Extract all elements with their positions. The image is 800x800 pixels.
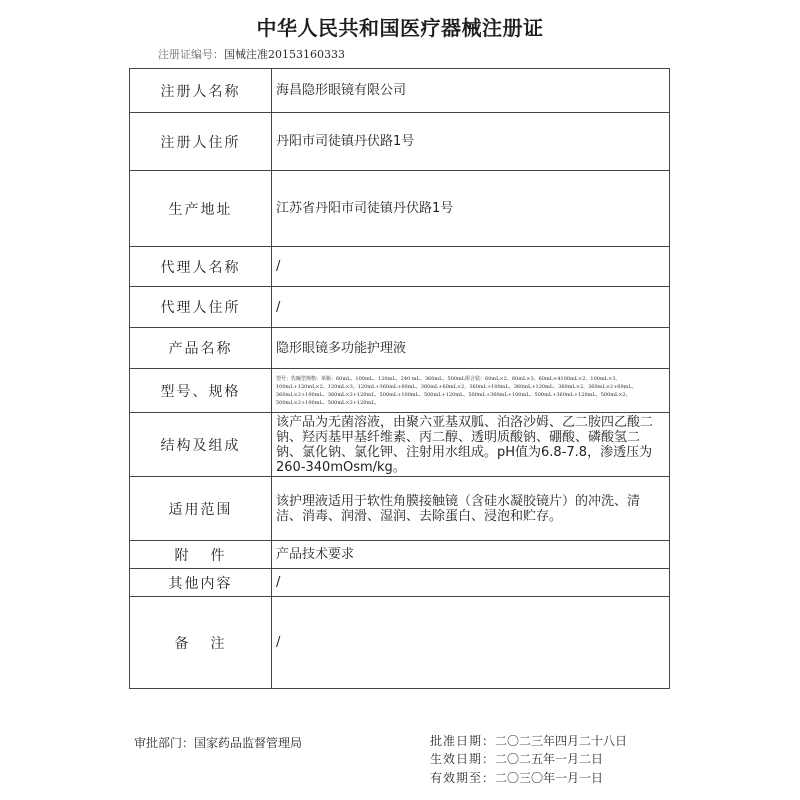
agent-name-value: / [272, 247, 670, 287]
row-registrant-name [130, 69, 670, 113]
registrant-address-label: 注册人住所 [130, 113, 272, 171]
row-agent-name [130, 247, 670, 287]
row-other-content [130, 569, 670, 597]
row-agent-address [130, 287, 670, 328]
approval-department [134, 734, 302, 751]
row-attachment [130, 541, 670, 569]
row-scope [130, 477, 670, 541]
row-remarks [130, 597, 670, 689]
registration-table [129, 68, 670, 689]
production-address-value: 江苏省丹阳市司徒镇丹伏路1号 [272, 171, 670, 247]
certificate-number-label: 注册证编号： [158, 48, 224, 61]
expiry-date-value: 二〇三〇年一月一日 [495, 771, 604, 785]
product-name-value: 隐形眼镜多功能护理液 [272, 328, 670, 369]
registrant-name-value: 海昌隐形眼镜有限公司 [272, 69, 670, 113]
approval-date-label: 批准日期： [430, 734, 496, 748]
attachment-label: 附件 [130, 541, 272, 569]
model-spec-value: 型号：佐瞳型规格：单瓶：60mL、100mL、120mL、240 mL、360mL、500mL组合装：60mL×2、60mL×3、60mL×4100mL×2、100mL×3、100mL+120mL×2、120mL×3、120mL+360mL+60mL、360mL+60mL×2、360mL+100mL、360mL+120mL、360mL×2、360mL×2+60mL、360mL×2+100mL、360mL×2+120mL、500mL+100mL、500mL+120mL、500mL+360mL+100mL、500mL+360mL+120mL、500mL×2、500mL×2+100mL、500mL×2+120mL。 [272, 369, 670, 413]
composition-label: 结构及组成 [130, 413, 272, 477]
effective-date-label: 生效日期： [430, 752, 496, 766]
agent-address-value: / [272, 287, 670, 328]
remarks-label: 备注 [130, 597, 272, 689]
product-name-label: 产品名称 [130, 328, 272, 369]
row-production-address [130, 171, 670, 247]
approval-info [0, 728, 800, 800]
effective-date [430, 750, 603, 767]
agent-name-label: 代理人名称 [130, 247, 272, 287]
approval-department-value: 国家药品监督管理局 [194, 736, 303, 750]
model-spec-label: 型号、规格 [130, 369, 272, 413]
remarks-value: / [272, 597, 670, 689]
approval-date-value: 二〇二三年四月二十八日 [495, 734, 628, 748]
row-model-spec [130, 369, 670, 413]
composition-value: 该产品为无菌溶液，由聚六亚基双胍、泊洛沙姆、乙二胺四乙酸二钠、羟丙基甲基纤维素、丙二醇、透明质酸钠、硼酸、磷酸氢二钠、氯化钠、氯化钾、注射用水组成。pH值为6.8-7.8，渗透压为260-340mOsm/kg。 [272, 413, 670, 477]
registrant-address-value: 丹阳市司徒镇丹伏路1号 [272, 113, 670, 171]
certificate-number [158, 46, 345, 62]
registrant-name-label: 注册人名称 [130, 69, 272, 113]
approval-department-label: 审批部门： [134, 736, 195, 750]
expiry-date-label: 有效期至： [430, 771, 496, 785]
scope-label: 适用范围 [130, 477, 272, 541]
attachment-value: 产品技术要求 [272, 541, 670, 569]
approval-date [430, 732, 627, 749]
other-content-value: / [272, 569, 670, 597]
agent-address-label: 代理人住所 [130, 287, 272, 328]
expiry-date [430, 769, 603, 786]
effective-date-value: 二〇二五年一月二日 [495, 752, 604, 766]
other-content-label: 其他内容 [130, 569, 272, 597]
scope-value: 该护理液适用于软性角膜接触镜（含硅水凝胶镜片）的冲洗、清洁、消毒、润滑、湿润、去除蛋白、浸泡和贮存。 [272, 477, 670, 541]
certificate-number-value: 国械注准20153160333 [224, 48, 345, 61]
document-title: 中华人民共和国医疗器械注册证 [256, 16, 544, 40]
row-composition [130, 413, 670, 477]
production-address-label: 生产地址 [130, 171, 272, 247]
row-product-name [130, 328, 670, 369]
row-registrant-address [130, 113, 670, 171]
